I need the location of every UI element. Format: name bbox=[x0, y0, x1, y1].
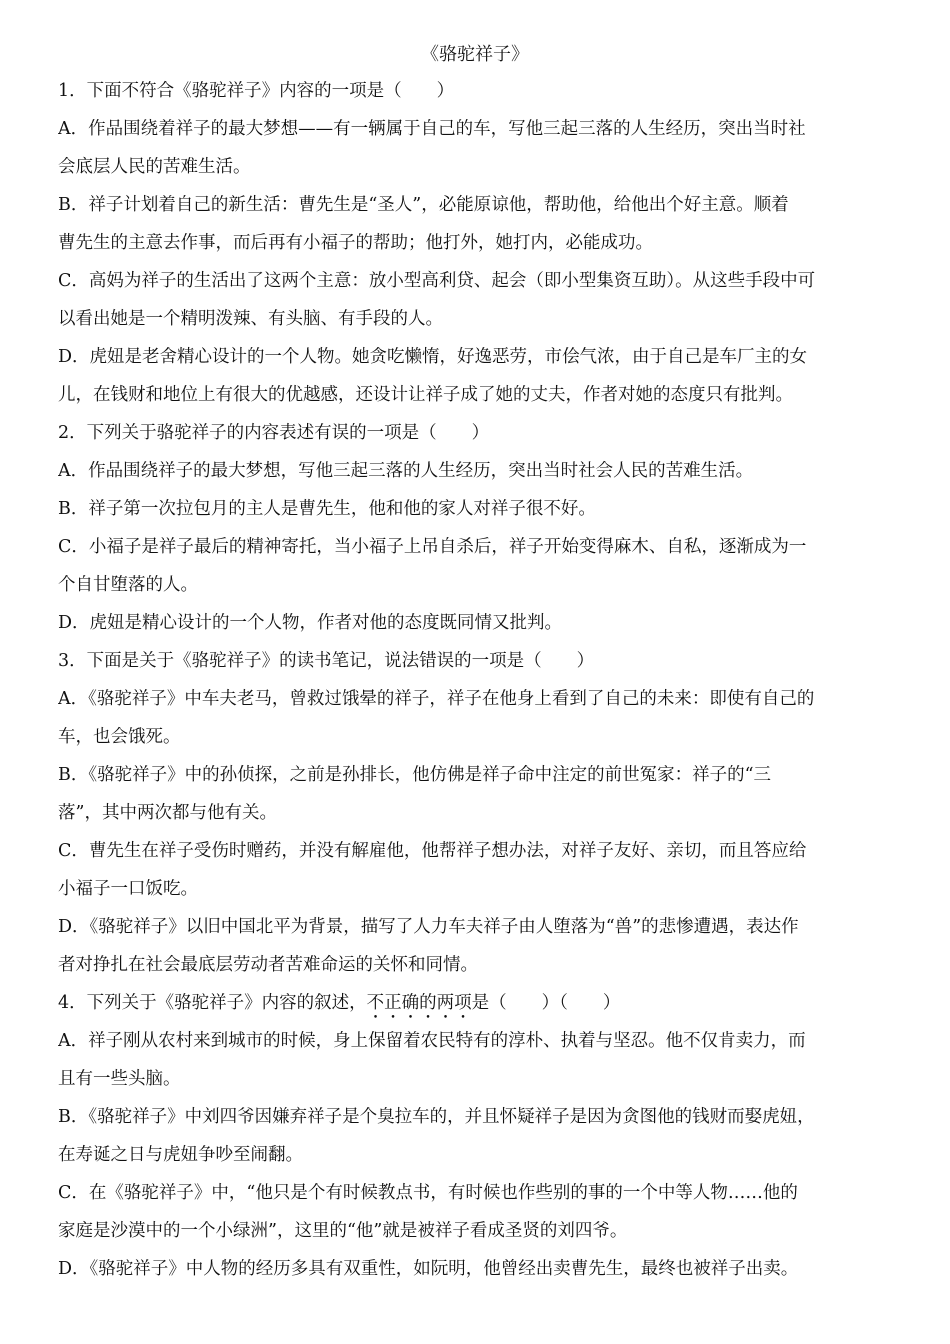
text-line: B．《骆驼祥子》中的孙侦探，之前是孙排长，他仿佛是祥子命中注定的前世冤家：祥子的“三 bbox=[58, 765, 772, 785]
document-title: 《骆驼祥子》 bbox=[421, 44, 529, 65]
text-line: C．高妈为祥子的生活出了这两个主意：放小型高利贷、起会（即小型集资互助）。从这些手段中可 bbox=[58, 271, 816, 291]
text-line: B．《骆驼祥子》中刘四爷因嫌弃祥子是个臭拉车的，并且怀疑祥子是因为贪图他的钱财而娶虎妞， bbox=[58, 1107, 815, 1127]
text-line: B．祥子计划着自己的新生活：曹先生是“圣人”，必能原谅他，帮助他，给他出个好主意。顺着 bbox=[58, 195, 789, 215]
text-line: 会底层人民的苦难生活。 bbox=[58, 157, 251, 177]
text-line: 落”，其中两次都与他有关。 bbox=[58, 803, 277, 823]
text-line: 曹先生的主意去作事，而后再有小福子的帮助；他打外，她打内，必能成功。 bbox=[58, 233, 653, 253]
text-line: 个自甘堕落的人。 bbox=[58, 575, 198, 595]
text-line: 以看出她是一个精明泼辣、有头脑、有手段的人。 bbox=[58, 309, 443, 329]
text-line: D．《骆驼祥子》中人物的经历多具有双重性，如阮明，他曾经出卖曹先生，最终也被祥子出卖。 bbox=[58, 1259, 799, 1279]
text-line: A．《骆驼祥子》中车夫老马，曾救过饿晕的祥子，祥子在他身上看到了自己的未来：即使有自己的 bbox=[58, 689, 815, 709]
text-line: A．作品围绕祥子的最大梦想，写他三起三落的人生经历，突出当时社会人民的苦难生活。 bbox=[58, 461, 754, 481]
q4-text-before: 4．下列关于《骆驼祥子》内容的叙述， bbox=[58, 993, 367, 1013]
q4-text-after: 是（ ）（ ） bbox=[471, 993, 621, 1013]
text-line: 3．下面是关于《骆驼祥子》的读书笔记，说法错误的一项是（ ） bbox=[58, 651, 595, 671]
text-line: B．祥子第一次拉包月的主人是曹先生，他和他的家人对祥子很不好。 bbox=[58, 499, 596, 519]
text-line: D．虎妞是精心设计的一个人物，作者对他的态度既同情又批判。 bbox=[58, 613, 563, 633]
text-line: 2．下列关于骆驼祥子的内容表述有误的一项是（ ） bbox=[58, 423, 490, 443]
text-line: D．《骆驼祥子》以旧中国北平为背景，描写了人力车夫祥子由人堕落为“兽”的悲惨遭遇，表达作 bbox=[58, 917, 799, 937]
text-line: A．作品围绕着祥子的最大梦想——有一辆属于自己的车，写他三起三落的人生经历，突出当时社 bbox=[58, 119, 806, 139]
text-line: 儿，在钱财和地位上有很大的优越感，还设计让祥子成了她的丈夫，作者对她的态度只有批判。 bbox=[58, 385, 793, 405]
text-line: A．祥子刚从农村来到城市的时候，身上保留着农民特有的淳朴、执着与坚忍。他不仅肯卖力，而 bbox=[58, 1031, 806, 1051]
question-4-stem bbox=[58, 984, 888, 1022]
text-line: 在寿诞之日与虎妞争吵至闹翻。 bbox=[58, 1145, 303, 1165]
text-line: D．虎妞是老舍精心设计的一个人物。她贪吃懒惰，好逸恶劳，市侩气浓，由于自己是车厂主的女 bbox=[58, 347, 808, 367]
text-line: 者对挣扎在社会最底层劳动者苦难命运的关怀和同情。 bbox=[58, 955, 478, 975]
text-line: 1．下面不符合《骆驼祥子》内容的一项是（ ） bbox=[58, 81, 455, 101]
text-line: C．曹先生在祥子受伤时赠药，并没有解雇他，他帮祥子想办法，对祥子友好、亲切，而且答应给 bbox=[58, 841, 807, 861]
text-line: 小福子一口饭吃。 bbox=[58, 879, 198, 899]
text-line: 家庭是沙漠中的一个小绿洲”，这里的“他”就是被祥子看成圣贤的刘四爷。 bbox=[58, 1221, 628, 1241]
text-line: 车，也会饿死。 bbox=[58, 727, 181, 747]
text-line: C．小福子是祥子最后的精神寄托，当小福子上吊自杀后，祥子开始变得麻木、自私，逐渐成为一 bbox=[58, 537, 807, 557]
text-line: C．在《骆驼祥子》中，“他只是个有时候教点书，有时候也作些别的事的一个中等人物……他的 bbox=[58, 1183, 798, 1203]
q4-emphasis-text: 不正确的两项 bbox=[366, 993, 472, 1013]
text-line: 且有一些头脑。 bbox=[58, 1069, 181, 1089]
document-body bbox=[58, 72, 888, 1288]
